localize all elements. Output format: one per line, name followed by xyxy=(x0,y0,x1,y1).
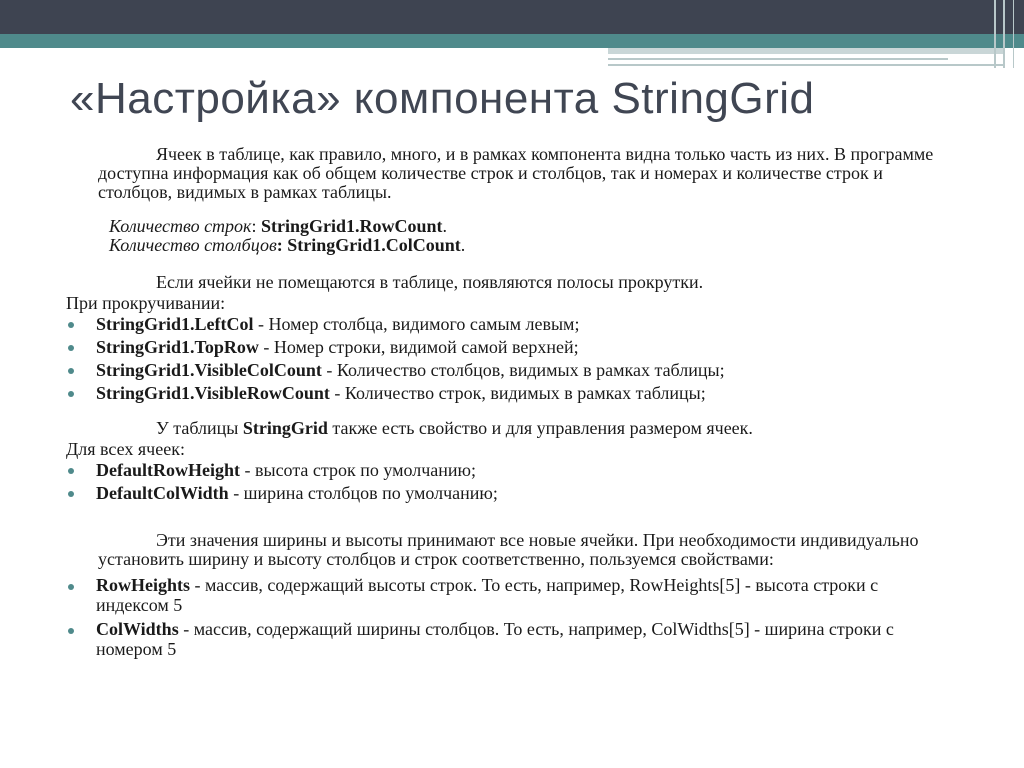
list-item: StringGrid1.LeftCol - Номер столбца, видимого самым левым; xyxy=(66,313,946,336)
all-cells-heading: Для всех ячеек: xyxy=(66,439,185,459)
intro-paragraph: Ячеек в таблице, как правило, много, и в рамках компонента видна только часть из них. В программе доступна информация как об общем количестве строк и столбцов, так и номерах и количестве строк и столбцов, видимых в рамках таблицы. xyxy=(98,144,934,202)
header-light-band xyxy=(608,48,1003,54)
row-count-end: . xyxy=(442,216,448,236)
col-count-label: Количество столбцов xyxy=(109,235,277,255)
header-vertical-line xyxy=(1003,0,1005,68)
list-item: ColWidths - массив, содержащий ширины столбцов. То есть, например, ColWidths[5] - ширина строки с номером 5 xyxy=(66,619,946,659)
header-line xyxy=(608,58,948,60)
header-line xyxy=(608,64,1003,66)
header-vertical-line xyxy=(1013,0,1014,68)
row-count-value: StringGrid1.RowCount xyxy=(261,216,443,236)
col-count-value: StringGrid1.ColCount xyxy=(287,235,461,255)
list-item: DefaultColWidth - ширина столбцов по умолчанию; xyxy=(66,482,946,505)
row-count-label: Количество строк xyxy=(109,216,252,236)
scroll-intro: Если ячейки не помещаются в таблице, появляются полосы прокрутки. xyxy=(156,272,704,292)
header-dark-band xyxy=(0,0,1024,34)
scroll-heading: При прокручивании: xyxy=(66,293,226,313)
list-item: DefaultRowHeight - высота строк по умолчанию; xyxy=(66,459,946,482)
col-count-line xyxy=(109,236,946,255)
bullet-icon xyxy=(68,322,74,328)
row-count-sep: : xyxy=(251,216,261,236)
col-count-end: . xyxy=(460,235,466,255)
default-list xyxy=(66,459,946,505)
col-count-sep: : xyxy=(276,235,288,255)
header-teal-band xyxy=(0,34,1024,48)
list-item: StringGrid1.TopRow - Номер строки, видимой самой верхней; xyxy=(66,336,946,359)
row-count-line xyxy=(109,217,946,236)
array-list xyxy=(66,575,946,659)
bullet-icon xyxy=(68,468,74,474)
list-item: StringGrid1.VisibleColCount - Количество столбцов, видимых в рамках таблицы; xyxy=(66,359,946,382)
values-intro: Эти значения ширины и высоты принимают все новые ячейки. При необходимости индивидуально установить ширину и высоту столбцов и строк соответственно, пользуемся свойствами: xyxy=(98,530,919,569)
bullet-icon xyxy=(68,584,74,590)
list-item: StringGrid1.VisibleRowCount - Количество строк, видимых в рамках таблицы; xyxy=(66,382,946,405)
slide-body xyxy=(66,145,946,663)
bullet-icon xyxy=(68,628,74,634)
bullet-icon xyxy=(68,491,74,497)
scroll-list xyxy=(66,313,946,405)
header-vertical-line xyxy=(994,0,996,68)
count-properties xyxy=(109,217,946,255)
bullet-icon xyxy=(68,345,74,351)
slide-title: «Настройка» компонента StringGrid xyxy=(70,74,815,123)
list-item: RowHeights - массив, содержащий высоты строк. То есть, например, RowHeights[5] - высота строки с индексом 5 xyxy=(66,575,946,615)
bullet-icon xyxy=(68,391,74,397)
header-gap xyxy=(0,48,605,53)
size-intro: У таблицы StringGrid также есть свойство и для управления размером ячеек. xyxy=(156,418,753,438)
bullet-icon xyxy=(68,368,74,374)
